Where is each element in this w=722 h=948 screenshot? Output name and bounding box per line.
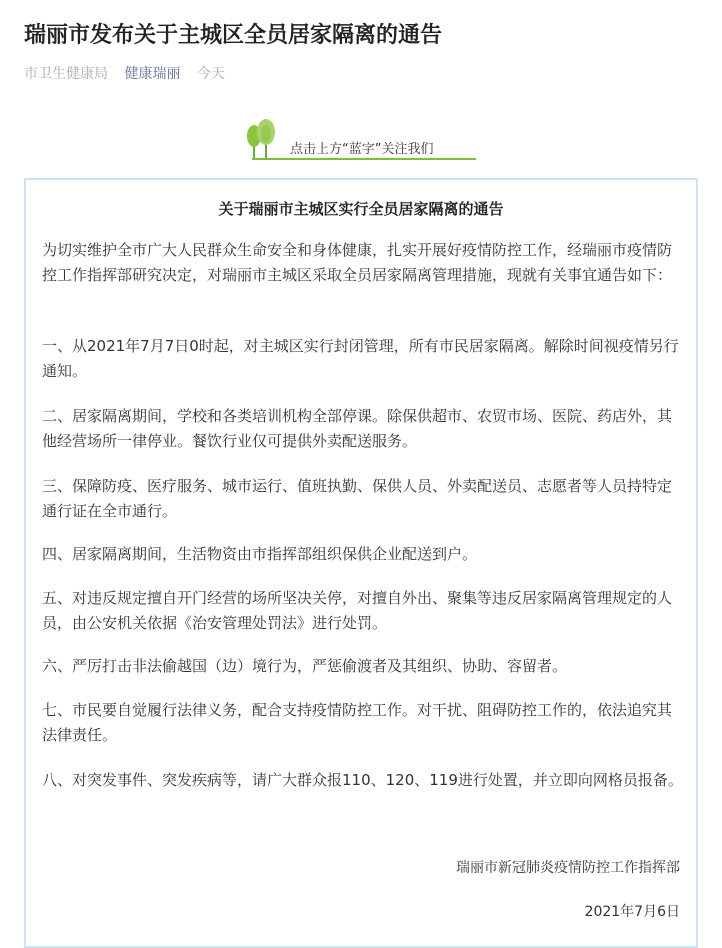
follow-banner[interactable]: [244, 118, 476, 162]
publish-date: 今天: [196, 66, 225, 82]
notice-item-8: 八、对突发事件、突发疾病等，请广大群众报110、120、119进行处置，并立即向网格员报备。: [42, 771, 683, 789]
notice-item-5: 五、对违反规定擅自开门经营的场所坚决关停，对擅自外出、聚集等违反居家隔离管理规定的人员，由公安机关依据《治安管理处罚法》进行处罚。: [42, 589, 673, 632]
notice-item-6: 六、严厉打击非法偷越国（边）境行为，严惩偷渡者及其组织、协助、容留者。: [42, 657, 568, 675]
notice-heading: 关于瑞丽市主城区实行全员居家隔离的通告: [218, 200, 504, 218]
article-meta: [24, 64, 225, 84]
account-link[interactable]: 健康瑞丽: [124, 66, 181, 82]
follow-text: 点击上方“蓝字”关注我们: [290, 142, 434, 157]
notice-item-3: 三、保障防疫、医疗服务、城市运行、值班执勤、保供人员、外卖配送员、志愿者等人员持特定通行证在全市通行。: [42, 477, 673, 520]
notice-item-7: 七、市民要自觉履行法律义务，配合支持疫情防控工作。对干扰、阻碍防控工作的，依法追究其法律责任。: [42, 701, 673, 744]
notice-intro: 为切实维护全市广大人民群众生命安全和身体健康，扎实开展好疫情防控工作，经瑞丽市疫情防控工作指挥部研究决定，对瑞丽市主城区采取全员居家隔离管理措施，现就有关事宜通告如下：: [42, 241, 673, 284]
notice-item-4: 四、居家隔离期间，生活物资由市指挥部组织保供企业配送到户。: [42, 545, 478, 563]
notice-item-2: 二、居家隔离期间，学校和各类培训机构全部停课。除保供超市、农贸市场、医院、药店外，其他经营场所一律停业。餐饮行业仅可提供外卖配送服务。: [42, 407, 673, 450]
notice-item-1: 一、从2021年7月7日0时起，对主城区实行封闭管理，所有市民居家隔离。解除时间视疫情另行通知。: [42, 337, 679, 380]
source-label: 市卫生健康局: [24, 66, 108, 82]
notice-signature: 瑞丽市新冠肺炎疫情防控工作指挥部: [456, 860, 680, 876]
notice-box: [24, 178, 698, 948]
tree-icon: [244, 118, 284, 160]
article-title: 瑞丽市发布关于主城区全员居家隔离的通告: [24, 23, 443, 48]
notice-sign-date: 2021年7月6日: [584, 904, 680, 920]
follow-underline: [252, 158, 476, 160]
